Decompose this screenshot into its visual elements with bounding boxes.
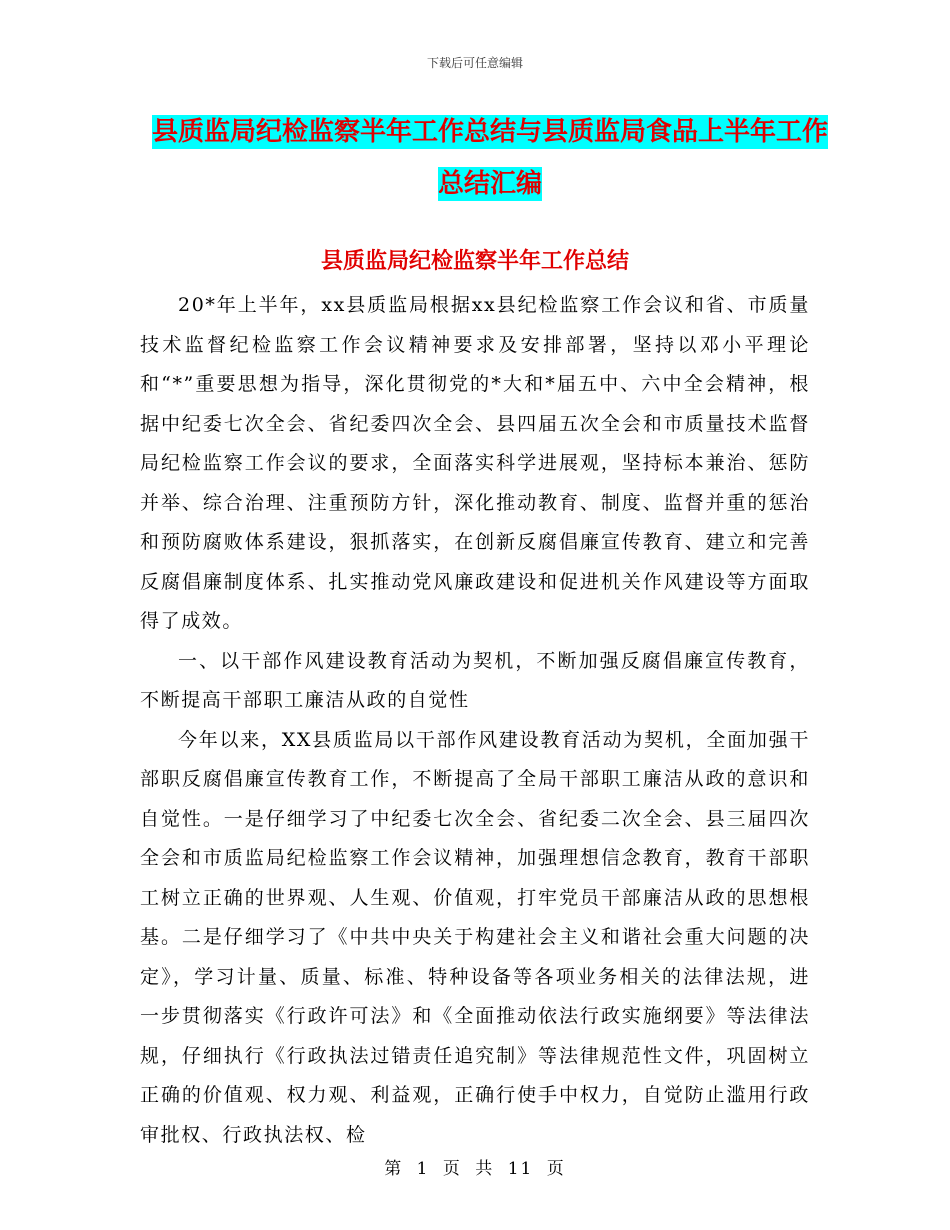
section-title: 县质监局纪检监察半年工作总结 bbox=[320, 249, 629, 274]
paragraph-intro: 20*年上半年，xx县质监局根据xx县纪检监察工作会议和省、市质量技术监督纪检监察工作会议精神要求及安排部署，坚持以邓小平理论和“*”重要思想为指导，深化贯彻党的*大和*届五中、六中全会精神，根据中纪委七次全会、省纪委四次全会、县四届五次全会和市质量技术监督局纪检监察工作会议的要求，全面落实科学进展观，坚持标本兼治、惩防并举、综合治理、注重预防方针，深化推动教育、制度、监督并重的惩治和预防腐败体系建设，狠抓落实，在创新反腐倡廉宣传教育、建立和完善反腐倡廉制度体系、扎实推动党风廉政建设和促进机关作风建设等方面取得了成效。 bbox=[140, 294, 810, 632]
document-body bbox=[140, 286, 810, 1155]
page-number-footer: 第 1 页 共 11 页 bbox=[384, 1159, 566, 1179]
document-title bbox=[140, 106, 840, 210]
header-note: 下载后可任意编辑 bbox=[426, 56, 523, 70]
paragraph-body-1: 今年以来，XX县质监局以干部作风建设教育活动为契机，全面加强干部职反腐倡廉宣传教育工作，不断提高了全局干部职工廉洁从政的意识和自觉性。一是仔细学习了中纪委七次全会、省纪委二次全会、县三届四次全会和市质监局纪检监察工作会议精神，加强理想信念教育，教育干部职工树立正确的世界观、人生观、价值观，打牢党员干部廉洁从政的思想根基。二是仔细学习了《中共中央关于构建社会主义和谐社会重大问题的决定》，学习计量、质量、标准、特种设备等各项业务相关的法律法规，进一步贯彻落实《行政许可法》和《全面推动依法行政实施纲要》等法律法规，仔细执行《行政执法过错责任追究制》等法律规范性文件，巩固树立正确的价值观、权力观、利益观，正确行使手中权力，自觉防止滥用行政审批权、行政执法权、检 bbox=[140, 728, 810, 1146]
paragraph-heading-1: 一、以干部作风建设教育活动为契机，不断加强反腐倡廉宣传教育，不断提高干部职工廉洁从政的自觉性 bbox=[140, 649, 810, 711]
document-title-text: 县质监局纪检监察半年工作总结与县质监局食品上半年工作总结汇编 bbox=[151, 117, 828, 199]
